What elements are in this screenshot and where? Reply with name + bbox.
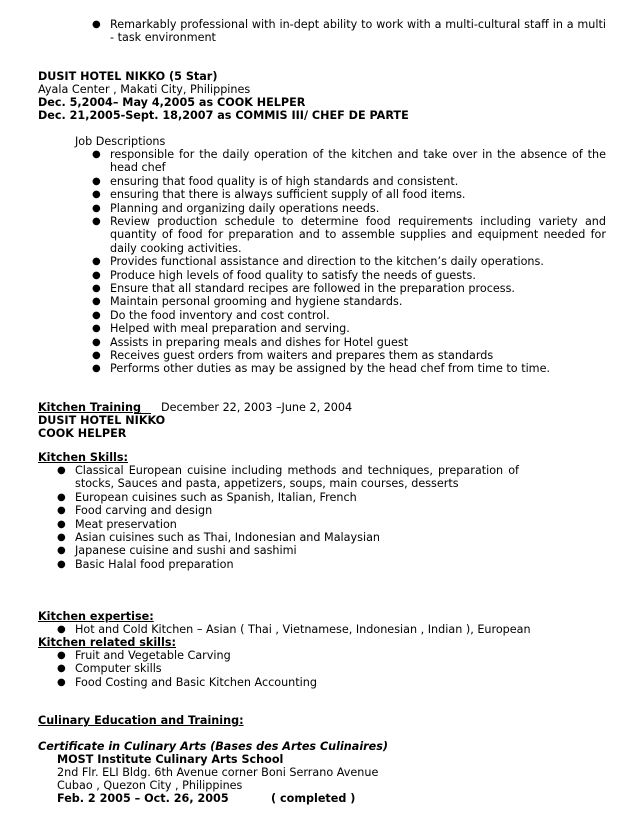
bullet-icon: ●: [57, 518, 66, 530]
list-item: ● Food carving and design: [57, 504, 213, 518]
bullet-icon: ●: [92, 189, 101, 201]
school-address-2: Cubao , Quezon City , Philippines: [57, 779, 243, 792]
bullet-icon: ●: [57, 491, 66, 503]
bullet-icon: ●: [92, 323, 101, 335]
bullet-icon: ●: [92, 350, 101, 361]
underline-rule: [134, 401, 151, 414]
list-item: ● Basic Halal food preparation: [57, 557, 234, 571]
kitchen-expertise-heading: Kitchen expertise:: [38, 610, 154, 623]
list-item: ● Do the food inventory and cost control.: [92, 308, 330, 322]
bullet-icon: ●: [57, 505, 66, 517]
bullet-icon: ●: [57, 650, 66, 661]
school-name: MOST Institute Culinary Arts School: [57, 753, 284, 766]
list-item: ● Assists in preparing meals and dishes for Hotel guest: [92, 335, 409, 349]
list-item: ● Maintain personal grooming and hygiene standards.: [92, 295, 403, 309]
list-item: ● ensuring that food quality is of high standards and consistent.: [92, 174, 459, 188]
list-item: ● responsible for the daily operation of the kitchen and take over in the absence of the head chef: [92, 148, 606, 175]
education-heading: Culinary Education and Training:: [38, 714, 244, 727]
school-address-1: 2nd Flr. ELI Bldg. 6th Avenue corner Boni Serrano Avenue: [57, 766, 379, 779]
kitchen-related-heading: Kitchen related skills:: [38, 636, 176, 649]
bullet-icon: ●: [57, 558, 66, 570]
list-item: ● ensuring that there is always sufficient supply of all food items.: [92, 188, 466, 202]
position-2: Dec. 21,2005-Sept. 18,2007 as COMMIS III/ CHEF DE PARTE: [38, 109, 409, 122]
list-item: ● Classical European cuisine including methods and techniques, preparation of stocks, Sauces and pasta, appetizers, soups, main courses, desserts: [57, 464, 519, 491]
position-1: Dec. 5,2004– May 4,2005 as COOK HELPER: [38, 96, 306, 109]
bullet-icon: ●: [92, 149, 101, 160]
list-item: ● Planning and organizing daily operations needs.: [92, 201, 380, 215]
bullet-icon: ●: [92, 296, 101, 308]
kitchen-training-dates: December 22, 2003 –June 2, 2004: [161, 401, 353, 414]
certificate-title: Certificate in Culinary Arts (Bases des Artes Culinaires): [38, 740, 389, 753]
bullet-icon: ●: [92, 256, 101, 268]
bullet-icon: ●: [92, 216, 101, 227]
list-item: ● Review production schedule to determine food requirements including variety and quantity of food for preparation and to assemble supplies and equipment needed for daily cooking activities.: [92, 215, 606, 255]
list-item: ● Receives guest orders from waiters and prepares them as standards: [92, 349, 494, 362]
employer-name: DUSIT HOTEL NIKKO (5 Star): [38, 70, 218, 83]
bullet-icon: ●: [57, 532, 66, 543]
education-status: ( completed ): [271, 792, 356, 805]
bullet-icon: ●: [57, 545, 66, 557]
list-item: ● Helped with meal preparation and serving.: [92, 322, 350, 336]
kitchen-skills-heading: Kitchen Skills:: [38, 451, 129, 464]
training-hotel: DUSIT HOTEL NIKKO: [38, 414, 166, 427]
list-item: ● Computer skills: [57, 662, 162, 676]
list-item: ● Provides functional assistance and direction to the kitchen’s daily operations.: [92, 255, 544, 269]
bullet-icon: ●: [92, 309, 101, 321]
bullet-icon: ●: [92, 283, 101, 294]
list-item: ● Ensure that all standard recipes are followed in the preparation process.: [92, 282, 515, 295]
employer-address: Ayala Center , Makati City, Philippines: [38, 83, 251, 96]
kitchen-training-label: Kitchen Training: [38, 401, 141, 414]
list-item: ● Food Costing and Basic Kitchen Accounting: [57, 675, 317, 689]
list-item: ● Meat preservation: [57, 517, 177, 531]
bullet-icon: ●: [92, 175, 101, 187]
training-role: COOK HELPER: [38, 427, 127, 440]
education-dates: Feb. 2 2005 – Oct. 26, 2005: [57, 792, 229, 805]
list-item: ● Japanese cuisine and sushi and sashimi: [57, 544, 297, 558]
bullet-icon: ●: [92, 269, 101, 281]
bullet-icon: ●: [92, 202, 101, 214]
list-item: ● Asian cuisines such as Thai, Indonesian and Malaysian: [57, 531, 381, 544]
list-item: ● Remarkably professional with in-dept ability to work with a multi-cultural staff in a multi - task environment: [92, 18, 606, 45]
bullet-icon: ●: [57, 676, 66, 688]
bullet-icon: ●: [92, 19, 101, 30]
job-descriptions-heading: Job Descriptions: [75, 135, 166, 148]
bullet-icon: ●: [92, 336, 101, 348]
list-item: ● Fruit and Vegetable Carving: [57, 649, 231, 662]
list-item: ● European cuisines such as Spanish, Italian, French: [57, 490, 357, 504]
bullet-icon: ●: [57, 663, 66, 675]
bullet-icon: ●: [92, 363, 101, 375]
list-item: ● Hot and Cold Kitchen – Asian ( Thai , Vietnamese, Indonesian , Indian ), European: [57, 623, 531, 636]
bullet-icon: ●: [57, 465, 66, 476]
list-item: ● Produce high levels of food quality to satisfy the needs of guests.: [92, 268, 476, 282]
bullet-icon: ●: [57, 624, 66, 635]
list-item: ● Performs other duties as may be assigned by the head chef from time to time.: [92, 362, 551, 376]
